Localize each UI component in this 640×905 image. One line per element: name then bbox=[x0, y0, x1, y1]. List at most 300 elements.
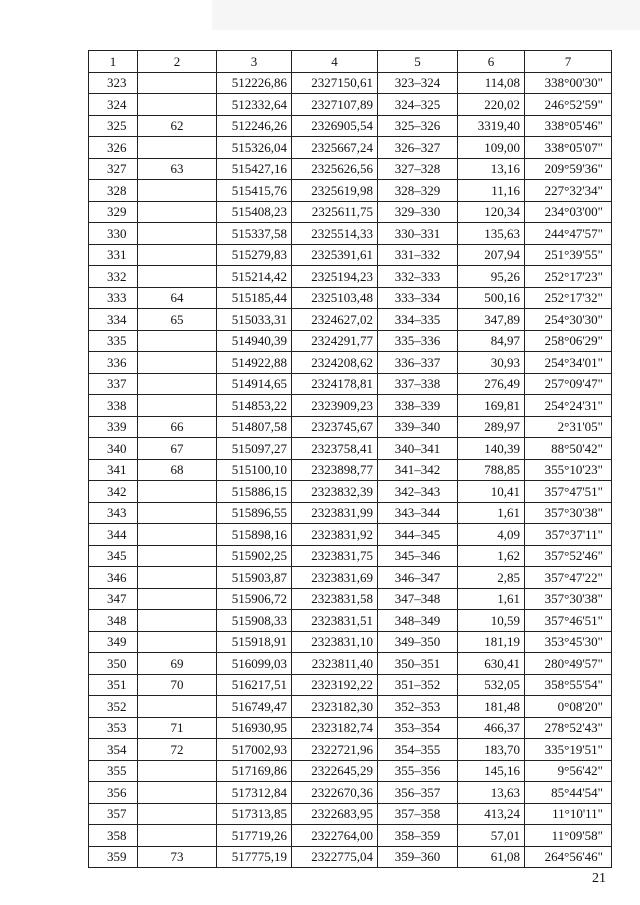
segment-cell: 358–359 bbox=[378, 825, 458, 847]
point-number-cell: 335 bbox=[89, 330, 138, 352]
point-number-cell: 326 bbox=[89, 137, 138, 159]
distance-cell: 109,00 bbox=[458, 137, 525, 159]
boundary-mark-cell bbox=[138, 395, 217, 417]
boundary-mark-cell: 66 bbox=[138, 416, 217, 438]
boundary-mark-cell: 63 bbox=[138, 158, 217, 180]
distance-cell: 532,05 bbox=[458, 674, 525, 696]
bearing-cell: 227°32'34" bbox=[525, 180, 612, 202]
x-coordinate-cell: 516749,47 bbox=[217, 696, 292, 718]
segment-cell: 325–326 bbox=[378, 115, 458, 137]
segment-cell: 332–333 bbox=[378, 266, 458, 288]
bearing-cell: 264°56'46" bbox=[525, 846, 612, 868]
point-number-cell: 347 bbox=[89, 588, 138, 610]
boundary-mark-cell: 72 bbox=[138, 739, 217, 761]
table-row bbox=[89, 481, 612, 503]
y-coordinate-cell: 2327150,61 bbox=[292, 72, 378, 94]
boundary-mark-cell: 71 bbox=[138, 717, 217, 739]
bearing-cell: 257°09'47" bbox=[525, 373, 612, 395]
distance-cell: 220,02 bbox=[458, 94, 525, 116]
table-row bbox=[89, 825, 612, 847]
segment-cell: 337–338 bbox=[378, 373, 458, 395]
x-coordinate-cell: 515918,91 bbox=[217, 631, 292, 653]
y-coordinate-cell: 2323192,22 bbox=[292, 674, 378, 696]
distance-cell: 95,26 bbox=[458, 266, 525, 288]
segment-cell: 326–327 bbox=[378, 137, 458, 159]
distance-cell: 289,97 bbox=[458, 416, 525, 438]
x-coordinate-cell: 515896,55 bbox=[217, 502, 292, 524]
point-number-cell: 346 bbox=[89, 567, 138, 589]
x-coordinate-cell: 515097,27 bbox=[217, 438, 292, 460]
segment-cell: 323–324 bbox=[378, 72, 458, 94]
point-number-cell: 351 bbox=[89, 674, 138, 696]
point-number-cell: 343 bbox=[89, 502, 138, 524]
segment-cell: 336–337 bbox=[378, 352, 458, 374]
point-number-cell: 328 bbox=[89, 180, 138, 202]
segment-cell: 334–335 bbox=[378, 309, 458, 331]
y-coordinate-cell: 2323831,10 bbox=[292, 631, 378, 653]
y-coordinate-cell: 2323745,67 bbox=[292, 416, 378, 438]
boundary-mark-cell bbox=[138, 481, 217, 503]
point-number-cell: 358 bbox=[89, 825, 138, 847]
point-number-cell: 345 bbox=[89, 545, 138, 567]
segment-cell: 356–357 bbox=[378, 782, 458, 804]
scan-shading bbox=[212, 0, 640, 30]
y-coordinate-cell: 2322721,96 bbox=[292, 739, 378, 761]
boundary-mark-cell bbox=[138, 223, 217, 245]
boundary-mark-cell bbox=[138, 244, 217, 266]
bearing-cell: 355°10'23" bbox=[525, 459, 612, 481]
y-coordinate-cell: 2323182,30 bbox=[292, 696, 378, 718]
x-coordinate-cell: 515903,87 bbox=[217, 567, 292, 589]
boundary-mark-cell bbox=[138, 610, 217, 632]
segment-cell: 327–328 bbox=[378, 158, 458, 180]
table-row bbox=[89, 631, 612, 653]
bearing-cell: 254°30'30" bbox=[525, 309, 612, 331]
segment-cell: 344–345 bbox=[378, 524, 458, 546]
segment-cell: 351–352 bbox=[378, 674, 458, 696]
segment-cell: 345–346 bbox=[378, 545, 458, 567]
y-coordinate-cell: 2325619,98 bbox=[292, 180, 378, 202]
bearing-cell: 88°50'42" bbox=[525, 438, 612, 460]
segment-cell: 335–336 bbox=[378, 330, 458, 352]
table-header-row bbox=[89, 51, 612, 73]
table-row bbox=[89, 502, 612, 524]
boundary-mark-cell bbox=[138, 373, 217, 395]
point-number-cell: 353 bbox=[89, 717, 138, 739]
boundary-mark-cell: 73 bbox=[138, 846, 217, 868]
boundary-mark-cell bbox=[138, 502, 217, 524]
x-coordinate-cell: 515279,83 bbox=[217, 244, 292, 266]
bearing-cell: 244°47'57" bbox=[525, 223, 612, 245]
distance-cell: 140,39 bbox=[458, 438, 525, 460]
distance-cell: 276,49 bbox=[458, 373, 525, 395]
distance-cell: 500,16 bbox=[458, 287, 525, 309]
point-number-cell: 333 bbox=[89, 287, 138, 309]
bearing-cell: 357°47'22" bbox=[525, 567, 612, 589]
bearing-cell: 9°56'42" bbox=[525, 760, 612, 782]
y-coordinate-cell: 2324208,62 bbox=[292, 352, 378, 374]
boundary-mark-cell bbox=[138, 545, 217, 567]
header-cell: 1 bbox=[89, 51, 138, 73]
y-coordinate-cell: 2322764,00 bbox=[292, 825, 378, 847]
bearing-cell: 246°52'59" bbox=[525, 94, 612, 116]
x-coordinate-cell: 515214,42 bbox=[217, 266, 292, 288]
y-coordinate-cell: 2324291,77 bbox=[292, 330, 378, 352]
x-coordinate-cell: 514853,22 bbox=[217, 395, 292, 417]
distance-cell: 120,34 bbox=[458, 201, 525, 223]
x-coordinate-cell: 517312,84 bbox=[217, 782, 292, 804]
segment-cell: 338–339 bbox=[378, 395, 458, 417]
segment-cell: 342–343 bbox=[378, 481, 458, 503]
table-row bbox=[89, 674, 612, 696]
segment-cell: 341–342 bbox=[378, 459, 458, 481]
table-row bbox=[89, 459, 612, 481]
x-coordinate-cell: 516099,03 bbox=[217, 653, 292, 675]
table-row bbox=[89, 438, 612, 460]
point-number-cell: 349 bbox=[89, 631, 138, 653]
boundary-mark-cell bbox=[138, 180, 217, 202]
point-number-cell: 325 bbox=[89, 115, 138, 137]
segment-cell: 328–329 bbox=[378, 180, 458, 202]
table-row bbox=[89, 352, 612, 374]
x-coordinate-cell: 515886,15 bbox=[217, 481, 292, 503]
table-row bbox=[89, 653, 612, 675]
y-coordinate-cell: 2325391,61 bbox=[292, 244, 378, 266]
boundary-mark-cell bbox=[138, 524, 217, 546]
bearing-cell: 252°17'23" bbox=[525, 266, 612, 288]
distance-cell: 466,37 bbox=[458, 717, 525, 739]
segment-cell: 339–340 bbox=[378, 416, 458, 438]
point-number-cell: 350 bbox=[89, 653, 138, 675]
point-number-cell: 323 bbox=[89, 72, 138, 94]
boundary-mark-cell: 65 bbox=[138, 309, 217, 331]
x-coordinate-cell: 515408,23 bbox=[217, 201, 292, 223]
distance-cell: 183,70 bbox=[458, 739, 525, 761]
bearing-cell: 11°09'58" bbox=[525, 825, 612, 847]
header-cell: 5 bbox=[378, 51, 458, 73]
page-number: 21 bbox=[592, 871, 606, 886]
table-row bbox=[89, 180, 612, 202]
distance-cell: 181,19 bbox=[458, 631, 525, 653]
segment-cell: 346–347 bbox=[378, 567, 458, 589]
header-cell: 6 bbox=[458, 51, 525, 73]
boundary-mark-cell bbox=[138, 696, 217, 718]
x-coordinate-cell: 515908,33 bbox=[217, 610, 292, 632]
bearing-cell: 357°47'51" bbox=[525, 481, 612, 503]
x-coordinate-cell: 517775,19 bbox=[217, 846, 292, 868]
y-coordinate-cell: 2323831,51 bbox=[292, 610, 378, 632]
distance-cell: 10,41 bbox=[458, 481, 525, 503]
bearing-cell: 280°49'57" bbox=[525, 653, 612, 675]
segment-cell: 354–355 bbox=[378, 739, 458, 761]
header-cell: 3 bbox=[217, 51, 292, 73]
distance-cell: 11,16 bbox=[458, 180, 525, 202]
point-number-cell: 340 bbox=[89, 438, 138, 460]
segment-cell: 329–330 bbox=[378, 201, 458, 223]
x-coordinate-cell: 512246,26 bbox=[217, 115, 292, 137]
distance-cell: 135,63 bbox=[458, 223, 525, 245]
x-coordinate-cell: 515033,31 bbox=[217, 309, 292, 331]
point-number-cell: 332 bbox=[89, 266, 138, 288]
y-coordinate-cell: 2323898,77 bbox=[292, 459, 378, 481]
point-number-cell: 327 bbox=[89, 158, 138, 180]
y-coordinate-cell: 2324627,02 bbox=[292, 309, 378, 331]
bearing-cell: 335°19'51" bbox=[525, 739, 612, 761]
distance-cell: 1,61 bbox=[458, 502, 525, 524]
point-number-cell: 336 bbox=[89, 352, 138, 374]
distance-cell: 413,24 bbox=[458, 803, 525, 825]
table-row bbox=[89, 115, 612, 137]
table-row bbox=[89, 137, 612, 159]
boundary-mark-cell bbox=[138, 352, 217, 374]
point-number-cell: 348 bbox=[89, 610, 138, 632]
distance-cell: 4,09 bbox=[458, 524, 525, 546]
distance-cell: 169,81 bbox=[458, 395, 525, 417]
table-row bbox=[89, 158, 612, 180]
segment-cell: 349–350 bbox=[378, 631, 458, 653]
header-cell: 4 bbox=[292, 51, 378, 73]
table-row bbox=[89, 94, 612, 116]
bearing-cell: 357°37'11" bbox=[525, 524, 612, 546]
segment-cell: 340–341 bbox=[378, 438, 458, 460]
boundary-mark-cell bbox=[138, 760, 217, 782]
point-number-cell: 359 bbox=[89, 846, 138, 868]
header-cell: 7 bbox=[525, 51, 612, 73]
segment-cell: 352–353 bbox=[378, 696, 458, 718]
bearing-cell: 2°31'05" bbox=[525, 416, 612, 438]
distance-cell: 13,63 bbox=[458, 782, 525, 804]
x-coordinate-cell: 514922,88 bbox=[217, 352, 292, 374]
table-row bbox=[89, 567, 612, 589]
table-row bbox=[89, 545, 612, 567]
bearing-cell: 357°46'51" bbox=[525, 610, 612, 632]
point-number-cell: 334 bbox=[89, 309, 138, 331]
boundary-mark-cell bbox=[138, 266, 217, 288]
segment-cell: 331–332 bbox=[378, 244, 458, 266]
bearing-cell: 0°08'20" bbox=[525, 696, 612, 718]
bearing-cell: 278°52'43" bbox=[525, 717, 612, 739]
distance-cell: 114,08 bbox=[458, 72, 525, 94]
table-row bbox=[89, 416, 612, 438]
distance-cell: 1,61 bbox=[458, 588, 525, 610]
table-row bbox=[89, 739, 612, 761]
y-coordinate-cell: 2326905,54 bbox=[292, 115, 378, 137]
boundary-mark-cell bbox=[138, 588, 217, 610]
bearing-cell: 252°17'32" bbox=[525, 287, 612, 309]
table-row bbox=[89, 330, 612, 352]
boundary-mark-cell bbox=[138, 567, 217, 589]
table-row bbox=[89, 760, 612, 782]
point-number-cell: 330 bbox=[89, 223, 138, 245]
point-number-cell: 342 bbox=[89, 481, 138, 503]
coordinates-table bbox=[88, 50, 612, 868]
distance-cell: 207,94 bbox=[458, 244, 525, 266]
table-row bbox=[89, 588, 612, 610]
table-row bbox=[89, 72, 612, 94]
x-coordinate-cell: 515185,44 bbox=[217, 287, 292, 309]
y-coordinate-cell: 2323832,39 bbox=[292, 481, 378, 503]
distance-cell: 3319,40 bbox=[458, 115, 525, 137]
x-coordinate-cell: 516930,95 bbox=[217, 717, 292, 739]
y-coordinate-cell: 2325667,24 bbox=[292, 137, 378, 159]
y-coordinate-cell: 2325626,56 bbox=[292, 158, 378, 180]
x-coordinate-cell: 517313,85 bbox=[217, 803, 292, 825]
bearing-cell: 358°55'54" bbox=[525, 674, 612, 696]
distance-cell: 1,62 bbox=[458, 545, 525, 567]
segment-cell: 324–325 bbox=[378, 94, 458, 116]
distance-cell: 30,93 bbox=[458, 352, 525, 374]
boundary-mark-cell bbox=[138, 201, 217, 223]
point-number-cell: 356 bbox=[89, 782, 138, 804]
x-coordinate-cell: 515415,76 bbox=[217, 180, 292, 202]
y-coordinate-cell: 2322775,04 bbox=[292, 846, 378, 868]
distance-cell: 347,89 bbox=[458, 309, 525, 331]
point-number-cell: 329 bbox=[89, 201, 138, 223]
point-number-cell: 352 bbox=[89, 696, 138, 718]
table-row bbox=[89, 610, 612, 632]
x-coordinate-cell: 515902,25 bbox=[217, 545, 292, 567]
segment-cell: 333–334 bbox=[378, 287, 458, 309]
table-row bbox=[89, 244, 612, 266]
boundary-mark-cell: 62 bbox=[138, 115, 217, 137]
bearing-cell: 11°10'11" bbox=[525, 803, 612, 825]
table-row bbox=[89, 782, 612, 804]
y-coordinate-cell: 2324178,81 bbox=[292, 373, 378, 395]
x-coordinate-cell: 515326,04 bbox=[217, 137, 292, 159]
y-coordinate-cell: 2323831,75 bbox=[292, 545, 378, 567]
bearing-cell: 234°03'00" bbox=[525, 201, 612, 223]
y-coordinate-cell: 2323758,41 bbox=[292, 438, 378, 460]
x-coordinate-cell: 514940,39 bbox=[217, 330, 292, 352]
segment-cell: 355–356 bbox=[378, 760, 458, 782]
table-row bbox=[89, 309, 612, 331]
boundary-mark-cell bbox=[138, 825, 217, 847]
x-coordinate-cell: 515898,16 bbox=[217, 524, 292, 546]
distance-cell: 788,85 bbox=[458, 459, 525, 481]
y-coordinate-cell: 2322683,95 bbox=[292, 803, 378, 825]
segment-cell: 350–351 bbox=[378, 653, 458, 675]
x-coordinate-cell: 514914,65 bbox=[217, 373, 292, 395]
boundary-mark-cell bbox=[138, 782, 217, 804]
segment-cell: 357–358 bbox=[378, 803, 458, 825]
point-number-cell: 331 bbox=[89, 244, 138, 266]
boundary-mark-cell: 68 bbox=[138, 459, 217, 481]
boundary-mark-cell bbox=[138, 94, 217, 116]
distance-cell: 2,85 bbox=[458, 567, 525, 589]
bearing-cell: 254°34'01" bbox=[525, 352, 612, 374]
y-coordinate-cell: 2323909,23 bbox=[292, 395, 378, 417]
point-number-cell: 337 bbox=[89, 373, 138, 395]
header-cell: 2 bbox=[138, 51, 217, 73]
table-row bbox=[89, 717, 612, 739]
segment-cell: 353–354 bbox=[378, 717, 458, 739]
distance-cell: 61,08 bbox=[458, 846, 525, 868]
bearing-cell: 85°44'54" bbox=[525, 782, 612, 804]
y-coordinate-cell: 2323831,69 bbox=[292, 567, 378, 589]
bearing-cell: 357°52'46" bbox=[525, 545, 612, 567]
table-row bbox=[89, 395, 612, 417]
boundary-mark-cell bbox=[138, 72, 217, 94]
distance-cell: 145,16 bbox=[458, 760, 525, 782]
distance-cell: 84,97 bbox=[458, 330, 525, 352]
table-row bbox=[89, 287, 612, 309]
x-coordinate-cell: 515100,10 bbox=[217, 459, 292, 481]
segment-cell: 348–349 bbox=[378, 610, 458, 632]
bearing-cell: 338°05'46" bbox=[525, 115, 612, 137]
y-coordinate-cell: 2323831,92 bbox=[292, 524, 378, 546]
boundary-mark-cell bbox=[138, 330, 217, 352]
bearing-cell: 353°45'30" bbox=[525, 631, 612, 653]
bearing-cell: 357°30'38" bbox=[525, 588, 612, 610]
x-coordinate-cell: 517002,93 bbox=[217, 739, 292, 761]
bearing-cell: 258°06'29" bbox=[525, 330, 612, 352]
y-coordinate-cell: 2325103,48 bbox=[292, 287, 378, 309]
y-coordinate-cell: 2323831,99 bbox=[292, 502, 378, 524]
x-coordinate-cell: 517169,86 bbox=[217, 760, 292, 782]
y-coordinate-cell: 2323831,58 bbox=[292, 588, 378, 610]
x-coordinate-cell: 512226,86 bbox=[217, 72, 292, 94]
boundary-mark-cell bbox=[138, 137, 217, 159]
distance-cell: 630,41 bbox=[458, 653, 525, 675]
table-row bbox=[89, 524, 612, 546]
x-coordinate-cell: 514807,58 bbox=[217, 416, 292, 438]
segment-cell: 359–360 bbox=[378, 846, 458, 868]
table-row bbox=[89, 373, 612, 395]
boundary-mark-cell: 69 bbox=[138, 653, 217, 675]
y-coordinate-cell: 2325514,33 bbox=[292, 223, 378, 245]
y-coordinate-cell: 2325194,23 bbox=[292, 266, 378, 288]
bearing-cell: 254°24'31" bbox=[525, 395, 612, 417]
distance-cell: 57,01 bbox=[458, 825, 525, 847]
distance-cell: 181,48 bbox=[458, 696, 525, 718]
x-coordinate-cell: 517719,26 bbox=[217, 825, 292, 847]
y-coordinate-cell: 2322645,29 bbox=[292, 760, 378, 782]
x-coordinate-cell: 512332,64 bbox=[217, 94, 292, 116]
bearing-cell: 251°39'55" bbox=[525, 244, 612, 266]
x-coordinate-cell: 515906,72 bbox=[217, 588, 292, 610]
point-number-cell: 355 bbox=[89, 760, 138, 782]
table-row bbox=[89, 846, 612, 868]
point-number-cell: 354 bbox=[89, 739, 138, 761]
bearing-cell: 338°05'07" bbox=[525, 137, 612, 159]
segment-cell: 347–348 bbox=[378, 588, 458, 610]
segment-cell: 330–331 bbox=[378, 223, 458, 245]
y-coordinate-cell: 2325611,75 bbox=[292, 201, 378, 223]
y-coordinate-cell: 2323182,74 bbox=[292, 717, 378, 739]
boundary-mark-cell: 64 bbox=[138, 287, 217, 309]
distance-cell: 13,16 bbox=[458, 158, 525, 180]
bearing-cell: 357°30'38" bbox=[525, 502, 612, 524]
bearing-cell: 338°00'30" bbox=[525, 72, 612, 94]
table-row bbox=[89, 223, 612, 245]
point-number-cell: 324 bbox=[89, 94, 138, 116]
table-row bbox=[89, 201, 612, 223]
point-number-cell: 338 bbox=[89, 395, 138, 417]
boundary-mark-cell bbox=[138, 631, 217, 653]
y-coordinate-cell: 2323811,40 bbox=[292, 653, 378, 675]
point-number-cell: 341 bbox=[89, 459, 138, 481]
point-number-cell: 339 bbox=[89, 416, 138, 438]
table-row bbox=[89, 266, 612, 288]
y-coordinate-cell: 2327107,89 bbox=[292, 94, 378, 116]
x-coordinate-cell: 516217,51 bbox=[217, 674, 292, 696]
bearing-cell: 209°59'36" bbox=[525, 158, 612, 180]
segment-cell: 343–344 bbox=[378, 502, 458, 524]
table-row bbox=[89, 696, 612, 718]
distance-cell: 10,59 bbox=[458, 610, 525, 632]
x-coordinate-cell: 515427,16 bbox=[217, 158, 292, 180]
table-row bbox=[89, 803, 612, 825]
